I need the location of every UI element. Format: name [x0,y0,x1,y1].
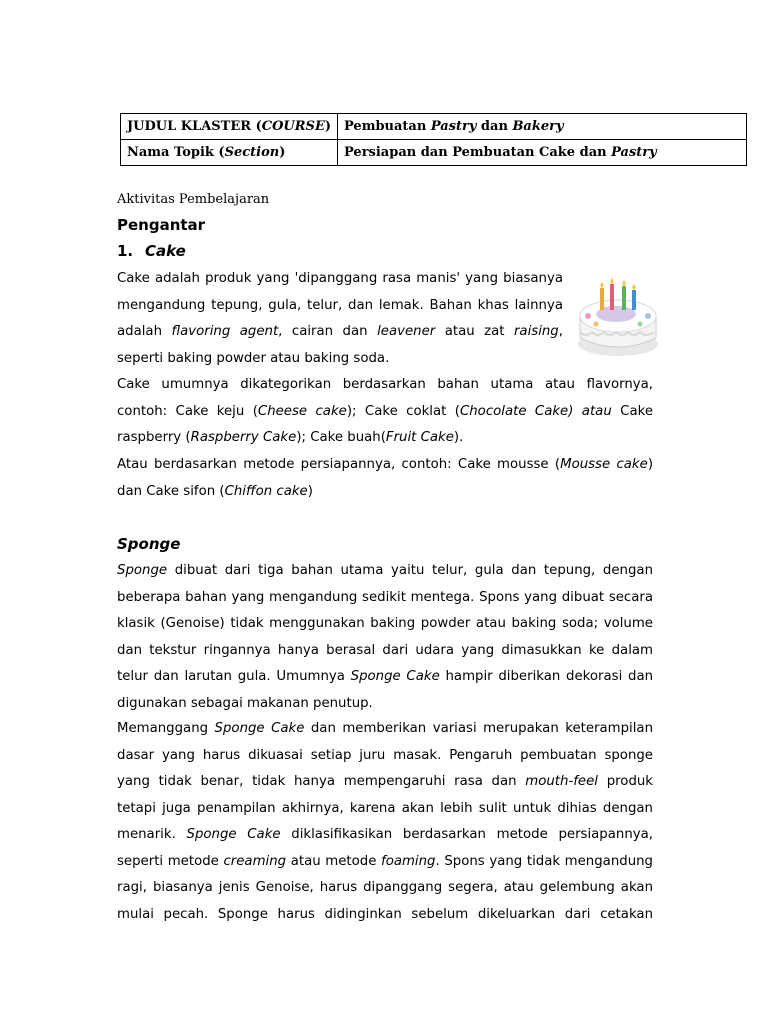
section-heading-cake: 1. Cake [117,242,186,260]
paragraph-cake-methods: Atau berdasarkan metode persiapannya, contoh: Cake mousse (Mousse cake) dan Cake sifon (Chiffon cake) [117,457,654,499]
course-label: JUDUL KLASTER (COURSE) [121,114,338,140]
intro-heading: Pengantar [117,216,206,234]
paragraph-cake-categories: Cake umumnya dikategorikan berdasarkan bahan utama atau flavornya, contoh: Cake keju (Cheese cake); Cake coklat (Chocolate Cake) atau Cake raspberry (Raspberry Cake); Cake buah(Fruit Cake). [117,377,653,445]
section-value: Persiapan dan Pembuatan Cake dan Pastry [338,140,747,166]
activity-heading: Aktivitas Pembelajaran [117,192,270,207]
table-row [121,140,747,166]
section-label: Nama Topik (Section) [121,140,338,166]
table-row [121,114,747,140]
header-table [120,113,747,166]
paragraph-sponge-intro: Sponge dibuat dari tiga bahan utama yaitu telur, gula dan tepung, dengan beberapa bahan yang mengandung sedikit mentega. Spons yang dibuat secara klasik (Genoise) tidak menggunakan baking powder atau baking soda; volume dan tekstur ringannya hanya berasal dari udara yang dimasukkan ke dalam telur dan larutan gula. Umumnya Sponge Cake hampir diberikan dekorasi dan digunakan sebagai makanan penutup. [117,563,654,711]
course-value: Pembuatan Pastry dan Bakery [338,114,747,140]
birthday-cake-image [576,272,660,358]
paragraph-cake-intro: Cake adalah produk yang 'dipanggang rasa manis' yang biasanya mengandung tepung, gula, telur, dan lemak. Bahan khas lainnya adalah flavoring agent, cairan dan leavener atau zat raising, seperti baking powder atau baking soda. [117,271,563,366]
paragraph-sponge-baking: Memanggang Sponge Cake dan memberikan variasi merupakan keterampilan dasar yang harus dikuasai setiap juru masak. Pengaruh pembuatan sponge yang tidak benar, tidak hanya mempengaruhi rasa dan mouth-feel produk tetapi juga penampilan akhirnya, karena akan lebih sulit untuk dihias dengan menarik. Sponge Cake diklasifikasikan berdasarkan metode persiapannya, seperti metode creaming atau metode foaming. Spons yang tidak mengandung ragi, biasanya jenis Genoise, harus dipanggang segera, atau gelembung akan mulai pecah. Sponge harus didinginkan sebelum dikeluarkan dari cetakan [117,721,654,922]
sponge-heading: Sponge [117,535,181,553]
